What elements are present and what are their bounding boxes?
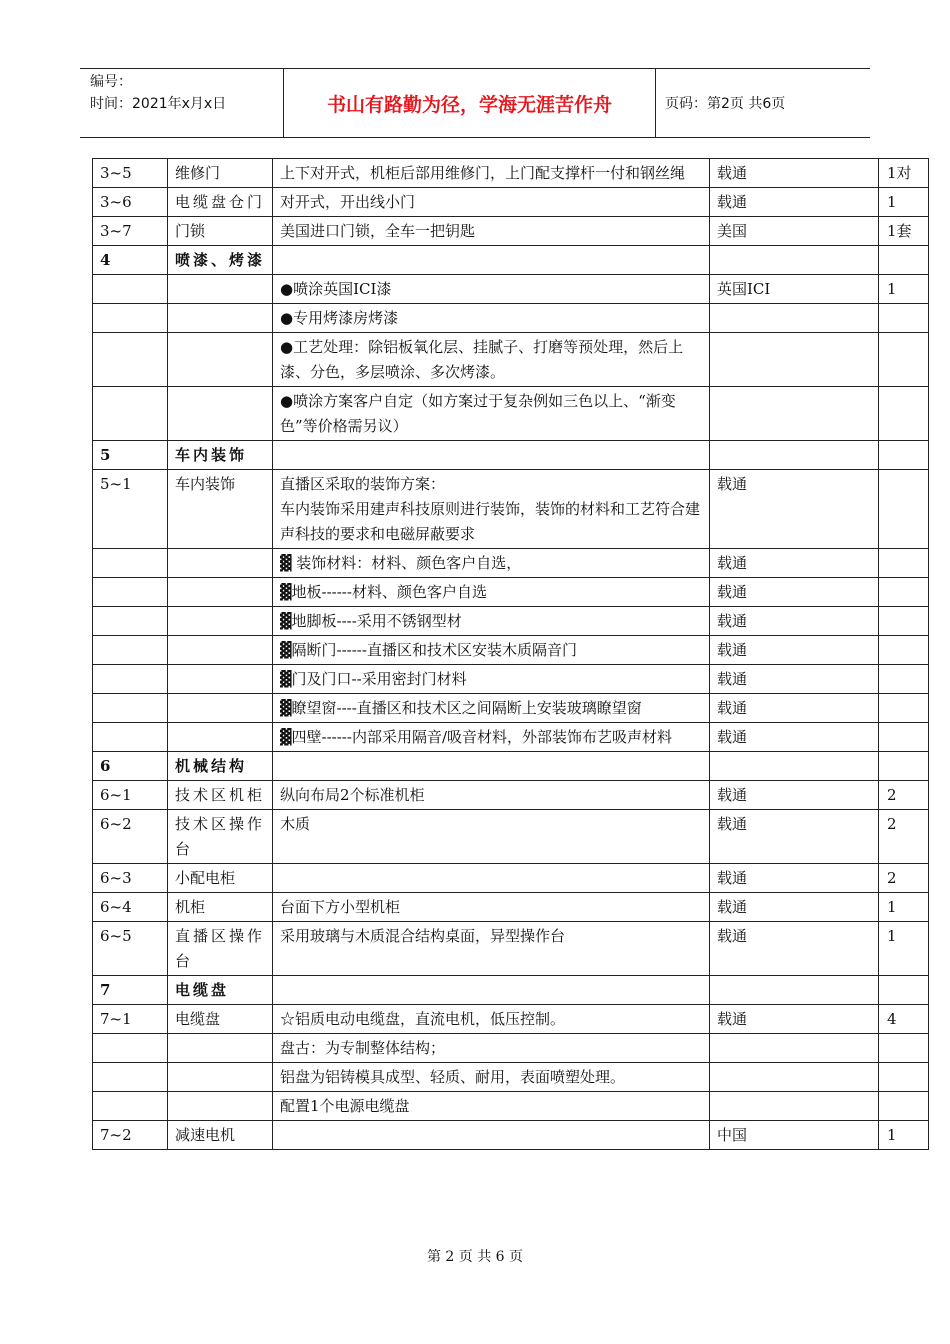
- item-name-cell: [168, 333, 273, 387]
- item-origin-cell: 载通: [710, 159, 879, 188]
- item-quantity-cell: [879, 246, 929, 275]
- spec-table: [92, 158, 929, 1150]
- table-row: [93, 607, 929, 636]
- item-description-cell: 铝盘为铝铸模具成型、轻质、耐用，表面喷塑处理。: [273, 1063, 710, 1092]
- item-quantity-cell: [879, 1092, 929, 1121]
- table-row: [93, 1063, 929, 1092]
- item-number-cell: 7: [93, 976, 168, 1005]
- item-number-cell: [93, 694, 168, 723]
- item-name-cell: [168, 607, 273, 636]
- item-number-cell: [93, 275, 168, 304]
- item-number-cell: [93, 723, 168, 752]
- table-row: [93, 275, 929, 304]
- item-quantity-cell: 1: [879, 275, 929, 304]
- item-description-cell: 采用玻璃与木质混合结构桌面，异型操作台: [273, 922, 710, 976]
- item-quantity-cell: [879, 470, 929, 549]
- item-name-cell: [168, 1092, 273, 1121]
- item-description-cell: 配置1个电源电缆盘: [273, 1092, 710, 1121]
- item-quantity-cell: [879, 441, 929, 470]
- section-row: [93, 441, 929, 470]
- item-description-cell: 盘古：为专制整体结构；: [273, 1034, 710, 1063]
- item-origin-cell: 载通: [710, 864, 879, 893]
- table-row: [93, 188, 929, 217]
- item-quantity-cell: [879, 1034, 929, 1063]
- item-name-cell: [168, 723, 273, 752]
- table-row: [93, 694, 929, 723]
- item-name-cell: 维修门: [168, 159, 273, 188]
- item-name-cell: 车内装饰: [168, 470, 273, 549]
- item-quantity-cell: [879, 665, 929, 694]
- item-quantity-cell: [879, 578, 929, 607]
- item-number-cell: [93, 1034, 168, 1063]
- item-name-cell: 电缆盘: [168, 976, 273, 1005]
- item-quantity-cell: [879, 1063, 929, 1092]
- item-number-cell: [93, 387, 168, 441]
- item-name-cell: [168, 549, 273, 578]
- table-row: [93, 333, 929, 387]
- item-number-cell: 6~4: [93, 893, 168, 922]
- item-name-cell: 技术区机柜: [168, 781, 273, 810]
- item-number-cell: 6~1: [93, 781, 168, 810]
- item-name-cell: 车内装饰: [168, 441, 273, 470]
- item-number-cell: 6~5: [93, 922, 168, 976]
- item-name-cell: [168, 1034, 273, 1063]
- header-page-label: 页码：第2页 共6页: [665, 96, 786, 112]
- item-quantity-cell: 1对: [879, 159, 929, 188]
- item-description-cell: ▓地脚板----采用不锈钢型材: [273, 607, 710, 636]
- item-origin-cell: [710, 1063, 879, 1092]
- table-row: [93, 578, 929, 607]
- item-origin-cell: 中国: [710, 1121, 879, 1150]
- item-description-cell: [273, 246, 710, 275]
- item-origin-cell: 载通: [710, 665, 879, 694]
- item-description-cell: [273, 864, 710, 893]
- spec-table-body: [93, 159, 929, 1150]
- item-quantity-cell: [879, 723, 929, 752]
- item-number-cell: 3~7: [93, 217, 168, 246]
- item-name-cell: [168, 387, 273, 441]
- table-row: [93, 665, 929, 694]
- item-number-cell: [93, 549, 168, 578]
- item-quantity-cell: [879, 636, 929, 665]
- table-row: [93, 636, 929, 665]
- item-origin-cell: [710, 333, 879, 387]
- table-row: [93, 304, 929, 333]
- table-row: [93, 893, 929, 922]
- item-quantity-cell: [879, 333, 929, 387]
- table-row: [93, 159, 929, 188]
- table-row: [93, 217, 929, 246]
- page-footer: 第 2 页 共 6 页: [426, 1249, 524, 1265]
- item-number-cell: 6~3: [93, 864, 168, 893]
- item-quantity-cell: [879, 549, 929, 578]
- item-number-cell: 4: [93, 246, 168, 275]
- item-origin-cell: 载通: [710, 188, 879, 217]
- page-header: [80, 68, 870, 138]
- item-description-cell: ▓瞭望窗----直播区和技术区之间隔断上安装玻璃瞭望窗: [273, 694, 710, 723]
- table-row: [93, 470, 929, 549]
- item-description-cell: 美国进口门锁，全车一把钥匙: [273, 217, 710, 246]
- item-name-cell: [168, 304, 273, 333]
- table-row: [93, 1005, 929, 1034]
- item-quantity-cell: [879, 976, 929, 1005]
- item-number-cell: [93, 607, 168, 636]
- item-quantity-cell: 2: [879, 810, 929, 864]
- item-description-cell: 上下对开式，机柜后部用维修门，上门配支撑杆一付和钢丝绳: [273, 159, 710, 188]
- item-name-cell: [168, 275, 273, 304]
- item-origin-cell: 载通: [710, 1005, 879, 1034]
- item-origin-cell: 载通: [710, 723, 879, 752]
- item-name-cell: 电缆盘: [168, 1005, 273, 1034]
- item-name-cell: 门锁: [168, 217, 273, 246]
- item-quantity-cell: [879, 304, 929, 333]
- table-row: [93, 387, 929, 441]
- section-row: [93, 976, 929, 1005]
- item-description-cell: ●喷涂英国ICI漆: [273, 275, 710, 304]
- item-origin-cell: 载通: [710, 694, 879, 723]
- item-description-cell: ▓地板------材料、颜色客户自选: [273, 578, 710, 607]
- item-number-cell: [93, 665, 168, 694]
- item-number-cell: 7~1: [93, 1005, 168, 1034]
- item-origin-cell: 载通: [710, 607, 879, 636]
- item-description-cell: ☆铝质电动电缆盘，直流电机，低压控制。: [273, 1005, 710, 1034]
- item-description-cell: 直播区采取的装饰方案： 车内装饰采用建声科技原则进行装饰，装饰的材料和工艺符合建声科技的要求和电磁屏蔽要求: [273, 470, 710, 549]
- item-number-cell: [93, 333, 168, 387]
- item-description-cell: 台面下方小型机柜: [273, 893, 710, 922]
- item-number-cell: [93, 1063, 168, 1092]
- item-origin-cell: [710, 441, 879, 470]
- item-description-cell: [273, 441, 710, 470]
- item-name-cell: [168, 694, 273, 723]
- item-origin-cell: 载通: [710, 893, 879, 922]
- item-number-cell: 6~2: [93, 810, 168, 864]
- item-origin-cell: [710, 387, 879, 441]
- item-origin-cell: 载通: [710, 578, 879, 607]
- item-description-cell: ▓门及门口--采用密封门材料: [273, 665, 710, 694]
- item-description-cell: 纵向布局2个标准机柜: [273, 781, 710, 810]
- item-description-cell: ▓ 装饰材料：材料、颜色客户自选，: [273, 549, 710, 578]
- section-row: [93, 752, 929, 781]
- table-row: [93, 1034, 929, 1063]
- table-row: [93, 1121, 929, 1150]
- time-label: 时间：2021年x月x日: [90, 96, 227, 112]
- item-origin-cell: 载通: [710, 810, 879, 864]
- item-quantity-cell: 1: [879, 1121, 929, 1150]
- item-name-cell: [168, 1063, 273, 1092]
- item-origin-cell: [710, 304, 879, 333]
- item-name-cell: [168, 636, 273, 665]
- item-origin-cell: 美国: [710, 217, 879, 246]
- item-origin-cell: [710, 752, 879, 781]
- item-description-cell: ▓四壁------内部采用隔音/吸音材料，外部装饰布艺吸声材料: [273, 723, 710, 752]
- item-description-cell: 对开式，开出线小门: [273, 188, 710, 217]
- item-description-cell: ●专用烤漆房烤漆: [273, 304, 710, 333]
- item-number-cell: [93, 636, 168, 665]
- item-name-cell: [168, 665, 273, 694]
- item-description-cell: ▓隔断门------直播区和技术区安装木质隔音门: [273, 636, 710, 665]
- item-quantity-cell: 4: [879, 1005, 929, 1034]
- item-description-cell: ●喷涂方案客户自定（如方案过于复杂例如三色以上、“渐变色”等价格需另议）: [273, 387, 710, 441]
- item-quantity-cell: 1: [879, 188, 929, 217]
- item-number-cell: 3~6: [93, 188, 168, 217]
- item-name-cell: 小配电柜: [168, 864, 273, 893]
- table-row: [93, 922, 929, 976]
- item-quantity-cell: [879, 694, 929, 723]
- number-label: 编号：: [90, 74, 132, 90]
- item-number-cell: [93, 578, 168, 607]
- item-name-cell: 技术区操作台: [168, 810, 273, 864]
- item-origin-cell: 载通: [710, 636, 879, 665]
- item-origin-cell: 载通: [710, 781, 879, 810]
- item-name-cell: [168, 578, 273, 607]
- item-number-cell: 3~5: [93, 159, 168, 188]
- table-row: [93, 1092, 929, 1121]
- item-name-cell: 直播区操作台: [168, 922, 273, 976]
- item-origin-cell: 载通: [710, 549, 879, 578]
- item-number-cell: [93, 1092, 168, 1121]
- item-quantity-cell: 1: [879, 893, 929, 922]
- item-quantity-cell: 1: [879, 922, 929, 976]
- item-description-cell: [273, 752, 710, 781]
- item-number-cell: [93, 304, 168, 333]
- table-row: [93, 723, 929, 752]
- item-description-cell: ●工艺处理：除铝板氧化层、挂腻子、打磨等预处理，然后上漆、分色，多层喷涂、多次烤漆。: [273, 333, 710, 387]
- table-row: [93, 864, 929, 893]
- item-origin-cell: 载通: [710, 470, 879, 549]
- table-row: [93, 781, 929, 810]
- header-meta: [80, 69, 284, 137]
- item-description-cell: [273, 976, 710, 1005]
- item-name-cell: 机柜: [168, 893, 273, 922]
- item-origin-cell: [710, 246, 879, 275]
- item-name-cell: 电缆盘仓门: [168, 188, 273, 217]
- item-name-cell: 喷漆、烤漆: [168, 246, 273, 275]
- item-quantity-cell: [879, 387, 929, 441]
- item-description-cell: [273, 1121, 710, 1150]
- item-number-cell: 5~1: [93, 470, 168, 549]
- item-number-cell: 6: [93, 752, 168, 781]
- item-quantity-cell: 2: [879, 864, 929, 893]
- item-description-cell: 木质: [273, 810, 710, 864]
- item-quantity-cell: 2: [879, 781, 929, 810]
- section-row: [93, 246, 929, 275]
- header-motto: 书山有路勤为径，学海无涯苦作舟: [284, 69, 656, 137]
- item-origin-cell: 英国ICI: [710, 275, 879, 304]
- item-origin-cell: [710, 1034, 879, 1063]
- item-number-cell: 5: [93, 441, 168, 470]
- item-name-cell: 机械结构: [168, 752, 273, 781]
- item-origin-cell: 载通: [710, 922, 879, 976]
- item-origin-cell: [710, 1092, 879, 1121]
- item-number-cell: 7~2: [93, 1121, 168, 1150]
- table-row: [93, 810, 929, 864]
- item-quantity-cell: [879, 752, 929, 781]
- item-origin-cell: [710, 976, 879, 1005]
- item-quantity-cell: 1套: [879, 217, 929, 246]
- table-row: [93, 549, 929, 578]
- item-quantity-cell: [879, 607, 929, 636]
- item-name-cell: 减速电机: [168, 1121, 273, 1150]
